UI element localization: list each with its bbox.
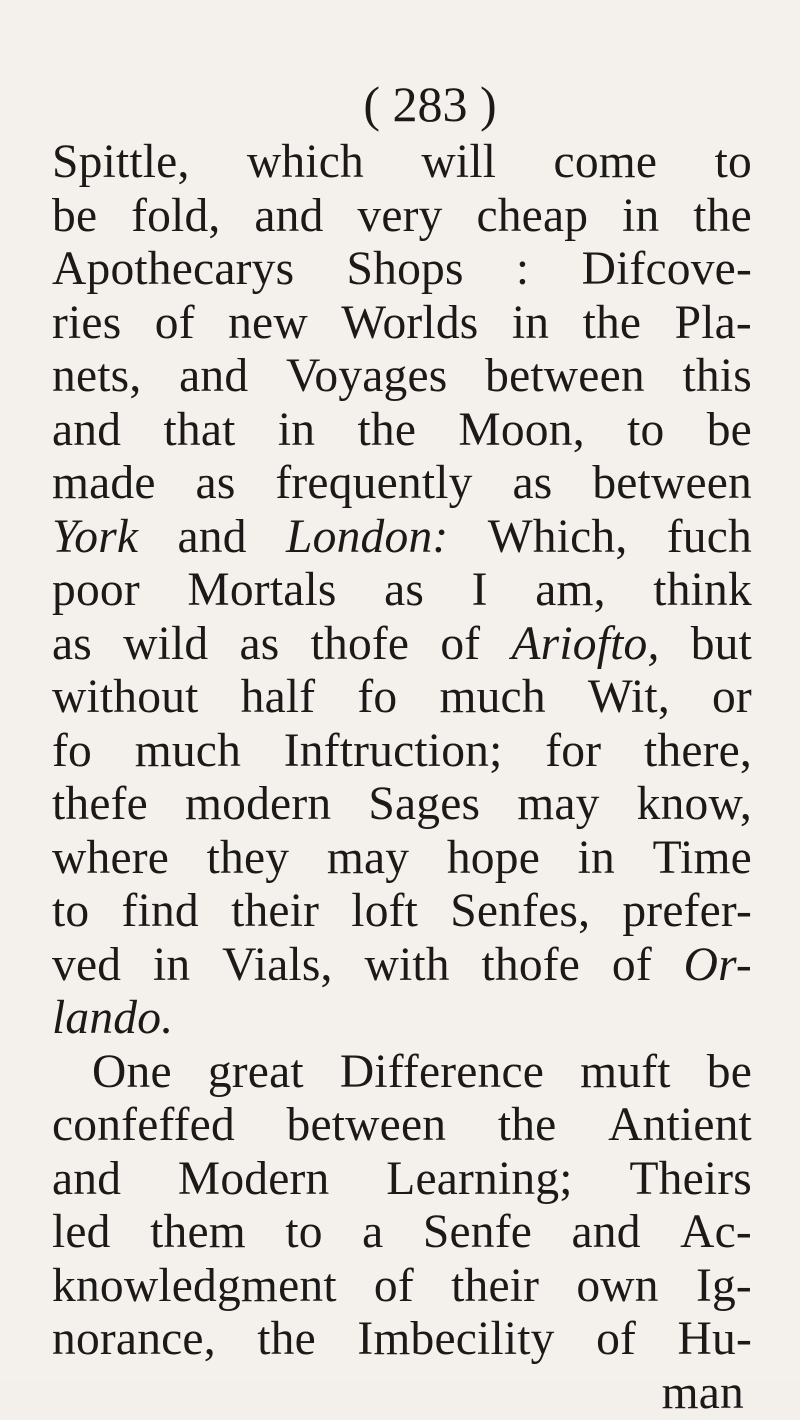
word: wild [123,618,208,672]
word: half [241,671,316,725]
word: them [150,1206,246,1260]
word: ved [52,939,121,993]
word: and [52,404,121,458]
text-line [52,1260,752,1314]
text-line [52,243,752,297]
word: Ac- [680,1206,752,1260]
text-line [52,297,752,351]
word: Time [653,832,752,886]
word: where [52,832,169,886]
word: and [254,190,323,244]
word: great [208,1046,304,1100]
catchword-text: man [662,1367,744,1420]
word: knowledgment [52,1260,337,1314]
word: may [327,832,409,886]
word: in [512,297,549,351]
word: Hu- [678,1313,752,1367]
word: with [364,939,449,993]
text-line [52,725,752,779]
word: between [485,350,645,404]
word: poor [52,564,140,618]
word: Difference [340,1046,544,1100]
word: this [683,350,752,404]
word: the [257,1313,316,1367]
text-line [52,885,752,939]
text-line [52,564,752,618]
word: led [52,1206,111,1260]
word: confeffed [52,1099,235,1153]
word: Imbecility [357,1313,554,1367]
word: fuch [667,511,752,565]
word: be [707,1046,752,1100]
word: in [278,404,315,458]
word: and [179,350,248,404]
word: of [440,618,480,672]
word: modern [185,778,331,832]
text-line [52,350,752,404]
word: Vials, [222,939,333,993]
word: own [576,1260,658,1314]
word: to [285,1206,322,1260]
word: One [92,1046,172,1100]
word: be [707,404,752,458]
word: and [52,1153,121,1207]
word: thofe [311,618,410,672]
word: of [155,297,195,351]
text-line [52,511,752,565]
word: loft [351,885,418,939]
word: Sages [368,778,480,832]
word: as [240,618,280,672]
word: as [52,618,92,672]
word: for [545,725,601,779]
word: in [578,832,615,886]
word: York [52,511,138,565]
word: between [287,1099,447,1153]
word: hope [447,832,540,886]
word: lando. [52,992,173,1046]
word: their [231,885,319,939]
word: Inftruction; [284,725,503,779]
text-line [52,671,752,725]
text-line [52,618,752,672]
text-line [52,190,752,244]
word: between [592,457,752,511]
word: Modern [178,1153,330,1207]
word: cheap [476,190,588,244]
word: : [516,243,529,297]
page-number: ( 283 ) [0,74,800,134]
body-text [52,136,752,1420]
word: Theirs [629,1153,752,1207]
word: the [357,404,416,458]
word: fo [52,725,92,779]
word: fold, [131,190,220,244]
word: London: [286,511,448,565]
word: Senfes, [450,885,590,939]
catchword [52,1367,752,1420]
word: nets, [52,350,141,404]
word: thofe [481,939,580,993]
word: will [421,136,496,190]
word: they [207,832,290,886]
word: and [178,511,247,565]
word: Ig- [696,1260,752,1314]
word: which [247,136,364,190]
text-line [52,404,752,458]
text-line [52,832,752,886]
word: as [512,457,552,511]
word: the [583,297,642,351]
word: find [122,885,199,939]
word: Pla- [675,297,752,351]
word: Senfe [423,1206,532,1260]
word: frequently [275,457,472,511]
word: Mortals [187,564,336,618]
word: or [712,671,752,725]
word: Spittle, [52,136,190,190]
word: be [52,190,97,244]
word: Moon, [458,404,584,458]
word: to [52,885,89,939]
word: to [627,404,664,458]
word: muft [580,1046,671,1100]
word: am, [535,564,606,618]
text-line [52,457,752,511]
word: the [498,1099,557,1153]
word: and [572,1206,641,1260]
text-line [52,939,752,993]
word: ries [52,297,121,351]
word: Worlds [341,297,478,351]
text-line [52,1206,752,1260]
word: of [612,939,652,993]
word: think [653,564,752,618]
word: norance, [52,1313,216,1367]
word: much [135,725,241,779]
word: may [517,778,599,832]
word: Apothecarys [52,243,294,297]
word: that [163,404,235,458]
text-line [52,136,752,190]
word: to [715,136,752,190]
word: fo [357,671,397,725]
word: as [384,564,424,618]
word: know, [637,778,752,832]
text-line [52,992,752,1046]
text-line [52,778,752,832]
word: in [622,190,659,244]
word: there, [644,725,752,779]
text-line [52,1153,752,1207]
word: without [52,671,199,725]
word: Learning; [386,1153,572,1207]
word: made [52,457,156,511]
word: but [691,618,752,672]
word: Which, [488,511,628,565]
word: Difcove- [582,243,752,297]
word: in [153,939,190,993]
word: prefer- [622,885,752,939]
word: come [554,136,658,190]
word: thefe [52,778,148,832]
word: Shops [347,243,464,297]
text-line [52,1099,752,1153]
word: of [596,1313,636,1367]
word: Antient [608,1099,752,1153]
word: new [228,297,308,351]
text-line [52,1046,752,1100]
word: of [374,1260,414,1314]
word: very [357,190,442,244]
word: I [472,564,488,618]
word: Wit, [588,671,670,725]
text-line [52,1313,752,1367]
word: Voyages [286,350,447,404]
word: Or- [684,939,752,993]
word: their [451,1260,539,1314]
word: Ariofto, [511,618,659,672]
word: a [362,1206,383,1260]
word: the [693,190,752,244]
word: much [439,671,545,725]
word: as [196,457,236,511]
